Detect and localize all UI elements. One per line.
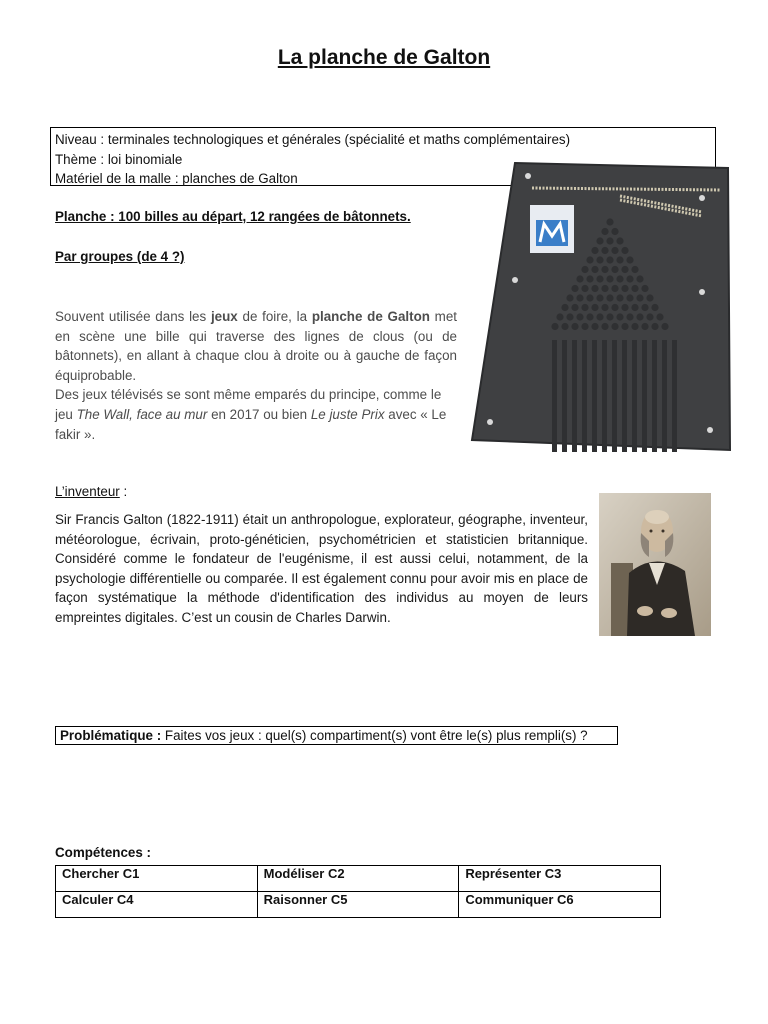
- board-peg: [631, 285, 638, 292]
- board-peg: [576, 313, 583, 320]
- board-peg: [616, 237, 623, 244]
- board-peg: [586, 275, 593, 282]
- board-peg: [621, 285, 628, 292]
- board-peg: [636, 313, 643, 320]
- board-slot: [562, 340, 567, 452]
- board-peg: [611, 323, 618, 330]
- board-peg: [611, 247, 618, 254]
- materiel-line: Matériel de la malle : planches de Galton: [55, 171, 298, 186]
- inventor-heading-suffix: :: [119, 484, 128, 499]
- galton-board-image: [470, 160, 732, 454]
- board-peg: [626, 256, 633, 263]
- board-slot: [612, 340, 617, 452]
- board-peg: [591, 247, 598, 254]
- page-title: La planche de Galton: [277, 46, 491, 69]
- board-peg: [636, 294, 643, 301]
- intro-text-part: en 2017 ou bien: [207, 406, 311, 422]
- board-peg: [641, 285, 648, 292]
- board-peg: [641, 323, 648, 330]
- board-peg: [616, 313, 623, 320]
- board-peg: [606, 294, 613, 301]
- inventor-heading: [55, 484, 127, 499]
- board-peg: [626, 275, 633, 282]
- intro-paragraph-1: [55, 307, 457, 385]
- board-peg: [616, 256, 623, 263]
- board-peg: [656, 313, 663, 320]
- board-peg: [646, 294, 653, 301]
- niveau-line: Niveau : terminales technologiques et générales (spécialité et maths complémentaires): [55, 132, 571, 147]
- board-peg: [601, 304, 608, 311]
- board-peg: [596, 275, 603, 282]
- galton-portrait-image: [599, 493, 711, 636]
- board-peg: [591, 323, 598, 330]
- board-slot: [582, 340, 587, 452]
- board-peg: [591, 285, 598, 292]
- intro-text-part: Souvent utilisée dans les: [55, 309, 211, 324]
- board-slot: [622, 340, 627, 452]
- board-peg: [551, 323, 558, 330]
- board-peg: [606, 313, 613, 320]
- board-peg: [576, 275, 583, 282]
- board-peg: [596, 313, 603, 320]
- intro-text-part: de foire, la: [237, 309, 312, 324]
- board-peg: [596, 294, 603, 301]
- board-peg: [601, 266, 608, 273]
- intro-text-part: met en scène une bille qui traverse des lignes de clous (ou de bâtonnets), en allant à chaque clou à droite ou à gauche de façon équiprobable.: [55, 309, 458, 383]
- board-peg: [651, 323, 658, 330]
- board-peg: [586, 313, 593, 320]
- intro-planche-bold: planche de Galton: [311, 309, 430, 324]
- board-peg: [571, 285, 578, 292]
- board-peg: [596, 237, 603, 244]
- intro-jeux-bold: jeux: [210, 309, 238, 324]
- problematique-box: [55, 726, 618, 745]
- intro-paragraph-2: [55, 385, 457, 444]
- groupes-line: Par groupes (de 4 ?): [55, 249, 185, 264]
- competence-cell: Communiquer C6: [459, 892, 661, 918]
- board-slot: [572, 340, 577, 452]
- board-peg: [591, 266, 598, 273]
- competences-label: Compétences :: [55, 845, 151, 860]
- board-peg: [621, 247, 628, 254]
- board-peg: [581, 285, 588, 292]
- board-peg: [616, 275, 623, 282]
- board-peg: [631, 304, 638, 311]
- board-peg: [606, 275, 613, 282]
- board-peg: [601, 285, 608, 292]
- inventor-heading-label: L’inventeur: [55, 484, 120, 499]
- board-peg: [631, 266, 638, 273]
- intro-text: [55, 307, 457, 444]
- board-peg: [601, 323, 608, 330]
- board-slot: [632, 340, 637, 452]
- table-row: [56, 892, 661, 918]
- board-slot: [672, 340, 677, 452]
- board-peg: [621, 304, 628, 311]
- board-peg: [661, 323, 668, 330]
- board-peg: [581, 304, 588, 311]
- competences-table: [55, 865, 661, 918]
- board-peg: [641, 304, 648, 311]
- board-slot: [642, 340, 647, 452]
- board-peg: [581, 323, 588, 330]
- board-peg: [626, 313, 633, 320]
- board-peg: [566, 294, 573, 301]
- board-peg: [636, 275, 643, 282]
- board-peg: [611, 285, 618, 292]
- board-peg: [621, 266, 628, 273]
- planche-line: Planche : 100 billes au départ, 12 rangées de bâtonnets.: [55, 209, 411, 224]
- competence-cell: Calculer C4: [56, 892, 258, 918]
- board-peg: [646, 313, 653, 320]
- board-slot: [592, 340, 597, 452]
- board-peg: [601, 247, 608, 254]
- intro-the-wall-italic: The Wall, face au mur: [76, 406, 208, 422]
- board-peg: [651, 304, 658, 311]
- board-peg: [571, 304, 578, 311]
- competence-cell: Raisonner C5: [257, 892, 459, 918]
- board-peg: [611, 228, 618, 235]
- board-peg: [596, 256, 603, 263]
- problematique-text: Faites vos jeux : quel(s) compartiment(s) vont être le(s) plus rempli(s) ?: [161, 728, 588, 743]
- board-peg: [561, 323, 568, 330]
- board-peg: [606, 218, 613, 225]
- competence-cell: Modéliser C2: [257, 866, 459, 892]
- board-peg: [576, 294, 583, 301]
- board-peg: [556, 313, 563, 320]
- problematique-label: Problématique :: [60, 728, 162, 743]
- board-peg: [631, 323, 638, 330]
- board-peg: [561, 304, 568, 311]
- board-peg: [611, 304, 618, 311]
- intro-juste-prix-italic: Le juste Prix: [310, 406, 385, 422]
- table-row: [56, 866, 661, 892]
- board-peg: [571, 323, 578, 330]
- board-slot: [602, 340, 607, 452]
- board-peg: [586, 294, 593, 301]
- intro-text-part: Des jeux télévisés se sont même emparés du principe, comme le jeu: [55, 387, 442, 422]
- intro-text-part: avec « Le fakir ».: [55, 406, 447, 442]
- board-peg: [621, 323, 628, 330]
- competence-cell: Chercher C1: [56, 866, 258, 892]
- theme-line: Thème : loi binomiale: [55, 151, 183, 167]
- board-peg: [606, 256, 613, 263]
- board-slot: [662, 340, 667, 452]
- board-slot: [652, 340, 657, 452]
- board-peg: [581, 266, 588, 273]
- board-peg: [586, 256, 593, 263]
- board-peg: [591, 304, 598, 311]
- board-peg: [611, 266, 618, 273]
- board-peg: [566, 313, 573, 320]
- board-peg: [626, 294, 633, 301]
- board-slot: [552, 340, 557, 452]
- inventor-text: Sir Francis Galton (1822-1911) était un anthropologue, explorateur, géographe, inventeur, météorologue, écrivain, proto-généticien, psychométricien et statisticien britannique. Considéré comme le fondateur de l'eugénisme, il est aussi celui, notamment, de la psychologie différentielle ou comparée. Il est également connu pour avoir mis en place de façon systématique la méthode d'identification des individus au moyen de leurs empreintes digitales. C’est un cousin de Charles Darwin.: [55, 512, 588, 625]
- board-peg: [601, 228, 608, 235]
- board-peg: [616, 294, 623, 301]
- board-peg: [606, 237, 613, 244]
- competence-cell: Représenter C3: [459, 866, 661, 892]
